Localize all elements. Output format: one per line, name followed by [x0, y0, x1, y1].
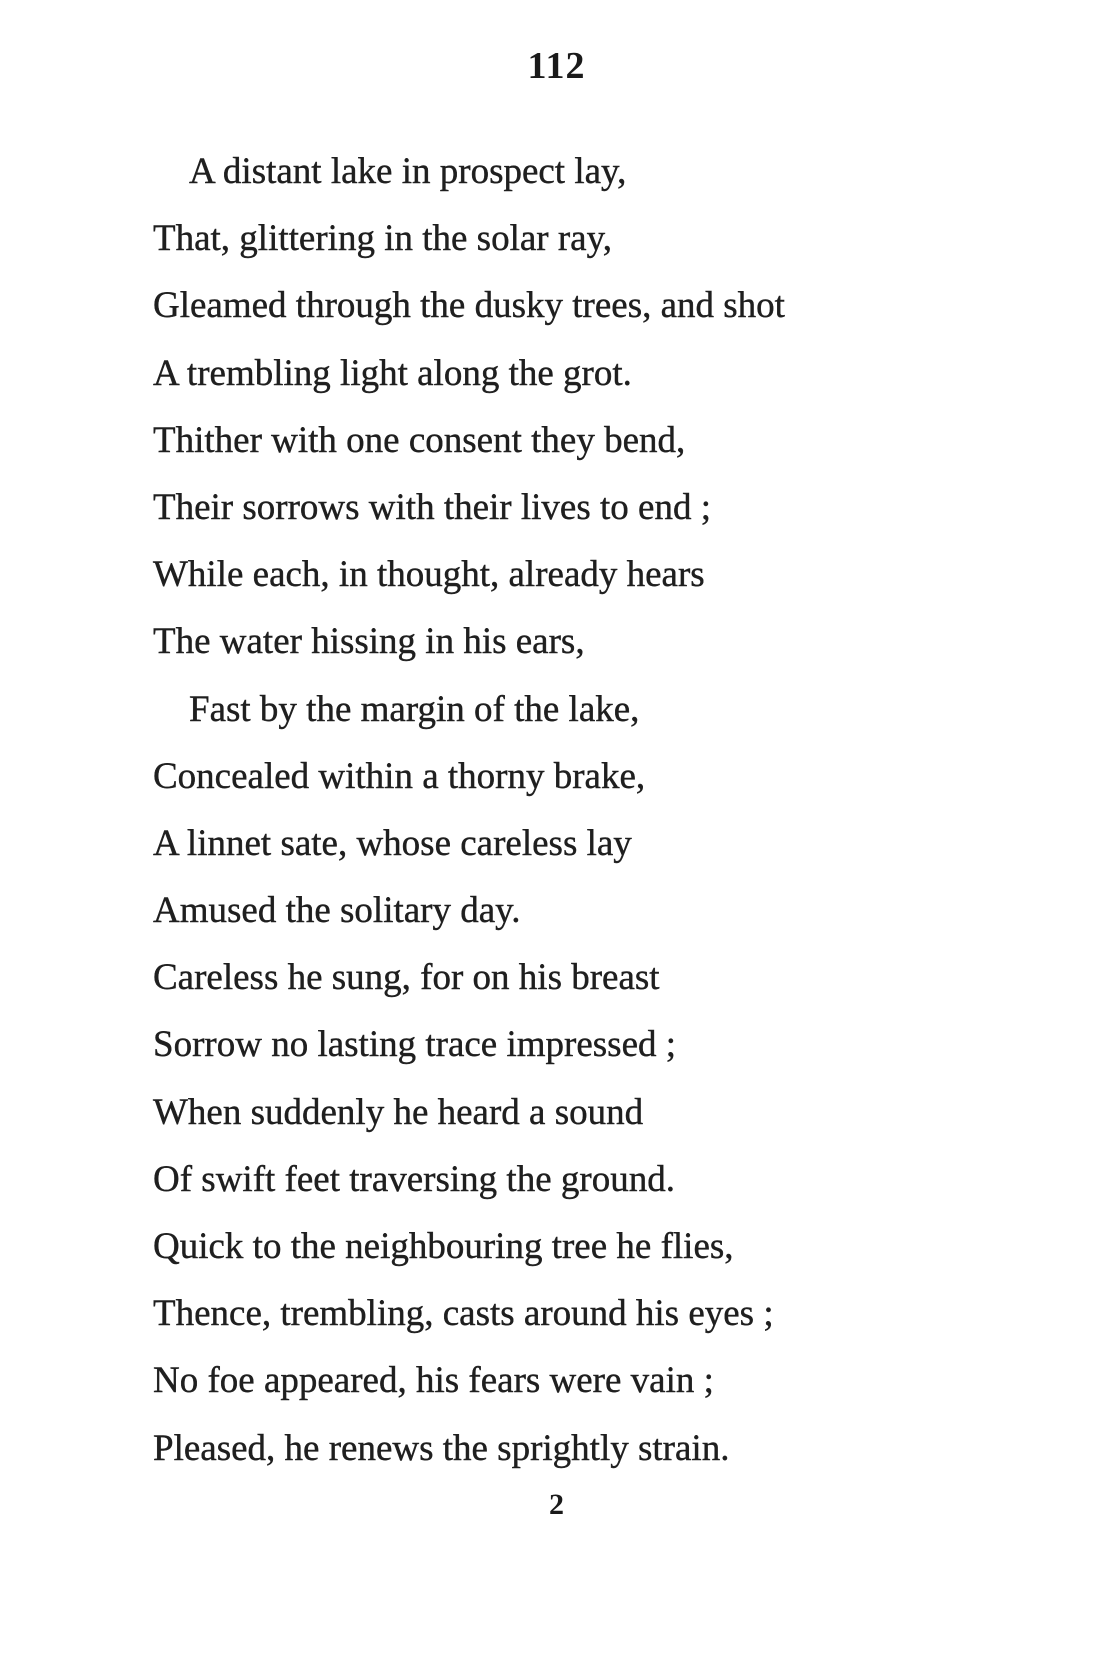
poem-line: No foe appeared, his fears were vain ; — [153, 1360, 714, 1402]
poem-line: Pleased, he renews the sprightly strain. — [153, 1427, 730, 1469]
signature-mark: 2 — [549, 1488, 564, 1521]
poem-line: While each, in thought, already hears — [153, 554, 705, 596]
page-number: 112 — [527, 45, 586, 87]
poem-line: Gleamed through the dusky trees, and shot — [153, 285, 785, 327]
poem-line: A trembling light along the grot. — [153, 352, 632, 394]
poem-line: A distant lake in prospect lay, — [189, 151, 627, 192]
poem-line: Thither with one consent they bend, — [153, 419, 686, 461]
poem-line: Fast by the margin of the lake, — [189, 688, 640, 730]
poem-line: Sorrow no lasting trace impressed ; — [153, 1024, 677, 1066]
poem-line: Their sorrows with their lives to end ; — [153, 486, 711, 528]
poem-line: Thence, trembling, casts around his eyes ; — [153, 1293, 774, 1335]
poem-line: The water hissing in his ears, — [153, 621, 585, 663]
poem-line: Amused the solitary day. — [153, 890, 521, 932]
poem-body — [153, 138, 1053, 1482]
poem-line: Quick to the neighbouring tree he flies, — [153, 1226, 734, 1267]
poem-line: That, glittering in the solar ray, — [153, 218, 612, 260]
poem-line: Concealed within a thorny brake, — [153, 755, 646, 797]
poem-line: Of swift feet traversing the ground. — [153, 1158, 675, 1200]
poem-line: Careless he sung, for on his breast — [153, 957, 660, 999]
poem-line: When suddenly he heard a sound — [153, 1091, 644, 1133]
poem-line: A linnet sate, whose careless lay — [153, 822, 632, 864]
